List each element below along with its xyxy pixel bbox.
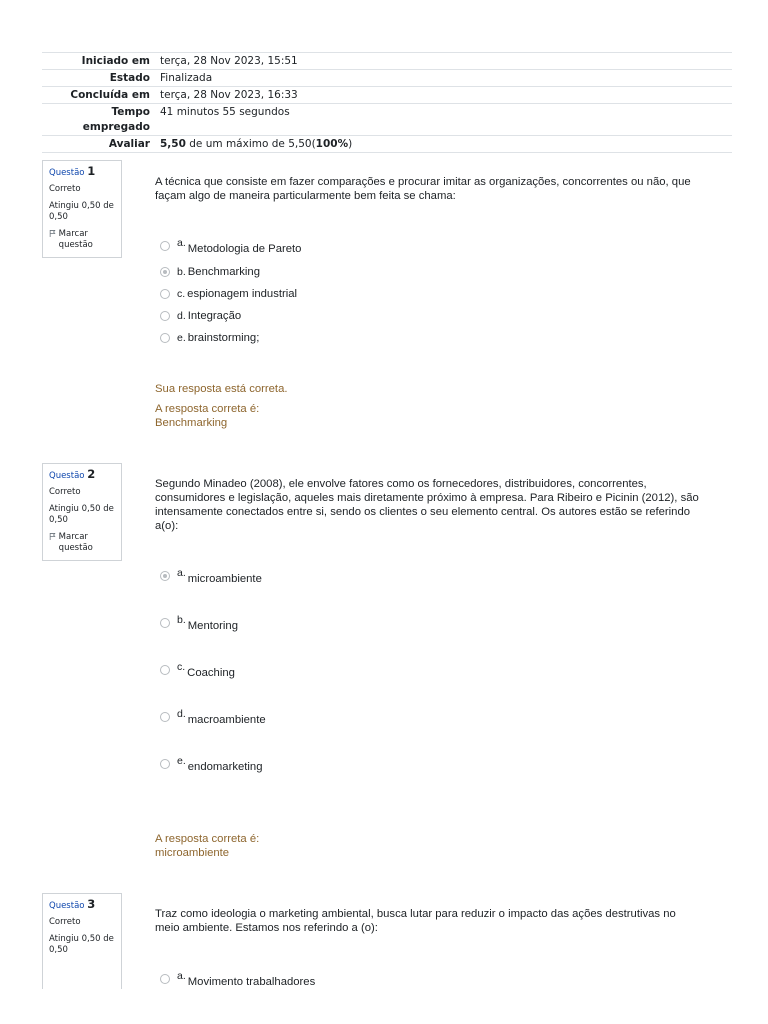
right-answer-value: microambiente [155, 847, 230, 859]
summary-label: Concluída em [70, 89, 150, 101]
summary-row-state [42, 70, 732, 87]
radio-button[interactable] [160, 974, 170, 984]
right-answer-label: A resposta correta é: [155, 403, 260, 415]
question-state: Correto [49, 184, 81, 194]
right-answer-label: A resposta correta é: [155, 833, 260, 845]
radio-button[interactable] [160, 333, 170, 343]
question-info-3 [42, 893, 122, 989]
flag-question-button[interactable] [49, 532, 115, 554]
radio-button-selected[interactable] [160, 267, 170, 277]
score-percent: 100% [315, 138, 349, 150]
question-info-2 [42, 463, 122, 561]
radio-button[interactable] [160, 665, 170, 675]
question-state: Correto [49, 487, 81, 497]
radio-button[interactable] [160, 759, 170, 769]
option-letter: e. [177, 332, 186, 344]
question-state: Correto [49, 917, 81, 927]
question-text-3: Traz como ideologia o marketing ambiental, busca lutar para reduzir o impacto das ações destrutivas no meio ambiente. Estamos nos referindo a (o): [155, 908, 676, 934]
score-value: 5,50 [160, 138, 186, 150]
option-letter: a. [177, 567, 186, 579]
question-grade: Atingiu 0,50 de 0,50 [49, 934, 114, 955]
flag-question-label: Marcar questão [58, 532, 93, 553]
option-2c[interactable] [160, 661, 235, 679]
question-grade: Atingiu 0,50 de 0,50 [49, 504, 114, 525]
option-1b[interactable] [160, 266, 260, 278]
score-middle: de um máximo de 5,50( [185, 138, 316, 150]
flag-icon [49, 229, 57, 238]
option-1c[interactable] [160, 288, 297, 300]
radio-button[interactable] [160, 618, 170, 628]
option-text: Integração [187, 310, 242, 322]
option-letter: a. [177, 237, 186, 249]
option-text: brainstorming; [187, 332, 260, 344]
option-letter: b. [177, 614, 186, 626]
question-label: Questão [49, 168, 85, 178]
option-2a[interactable] [160, 567, 262, 585]
option-letter: b. [177, 266, 186, 278]
question-label: Questão [49, 471, 85, 481]
score-end: ) [348, 138, 353, 150]
option-text: Movimento trabalhadores [187, 976, 316, 988]
question-number [49, 469, 115, 482]
flag-question-label: Marcar questão [58, 229, 93, 250]
option-1d[interactable] [160, 310, 241, 322]
summary-value [154, 136, 732, 152]
radio-button-selected[interactable] [160, 571, 170, 581]
question-number-value: 2 [87, 467, 96, 481]
summary-row-time-taken [42, 104, 732, 136]
option-1a[interactable] [160, 237, 302, 255]
option-letter: c. [177, 661, 186, 673]
flag-icon [49, 532, 57, 541]
summary-value: Finalizada [160, 72, 213, 84]
option-1e[interactable] [160, 332, 259, 344]
option-letter: e. [177, 755, 186, 767]
summary-row-grade [42, 136, 732, 153]
question-number-value: 3 [87, 897, 96, 911]
summary-label: Tempo empregado [82, 106, 150, 133]
option-text: Coaching [187, 667, 235, 679]
right-answer-value: Benchmarking [155, 417, 228, 429]
question-label: Questão [49, 901, 85, 911]
question-text-1: A técnica que consiste em fazer comparações e procurar imitar as organizações, concorrentes ou não, que façam algo de maneira particularmente bem feita se chama: [155, 176, 691, 202]
option-text: Mentoring [187, 620, 239, 632]
radio-button[interactable] [160, 289, 170, 299]
summary-value: terça, 28 Nov 2023, 15:51 [160, 55, 298, 67]
radio-button[interactable] [160, 311, 170, 321]
question-number [49, 166, 115, 179]
question-text-2: Segundo Minadeo (2008), ele envolve fatores como os fornecedores, distribuidores, concorrentes, consumidores e legislação, aqueles mais diretamente próximo à empresa. Para Ribeiro e Picinin (2012), são intensamente conectados entre si, sendo os clientes o seu elemento central. Os autores estão se referindo a(o): [155, 478, 699, 532]
option-2b[interactable] [160, 614, 239, 632]
summary-value: terça, 28 Nov 2023, 16:33 [160, 89, 298, 101]
option-text: Metodologia de Pareto [187, 243, 302, 255]
summary-label: Avaliar [108, 138, 150, 150]
question-grade: Atingiu 0,50 de 0,50 [49, 201, 114, 222]
flag-question-button[interactable] [49, 229, 115, 251]
option-letter: a. [177, 970, 186, 982]
option-text: Benchmarking [187, 266, 260, 278]
option-2d[interactable] [160, 708, 266, 726]
attempt-summary-table [42, 52, 732, 153]
option-letter: c. [177, 288, 186, 300]
summary-label: Iniciado em [81, 55, 150, 67]
option-text: endomarketing [187, 761, 263, 773]
feedback-correct: Sua resposta está correta. [155, 383, 288, 395]
question-info-1 [42, 160, 122, 258]
question-number-value: 1 [87, 164, 96, 178]
radio-button[interactable] [160, 712, 170, 722]
summary-label: Estado [109, 72, 150, 84]
summary-row-completed [42, 87, 732, 104]
summary-value: 41 minutos 55 segundos [160, 106, 290, 118]
option-letter: d. [177, 708, 186, 720]
option-text: espionagem industrial [187, 288, 298, 300]
option-letter: d. [177, 310, 186, 322]
option-text: microambiente [187, 573, 262, 585]
option-2e[interactable] [160, 755, 263, 773]
radio-button[interactable] [160, 241, 170, 251]
question-number [49, 899, 115, 912]
option-text: macroambiente [187, 714, 266, 726]
option-3a[interactable] [160, 970, 316, 988]
summary-row-started [42, 53, 732, 70]
